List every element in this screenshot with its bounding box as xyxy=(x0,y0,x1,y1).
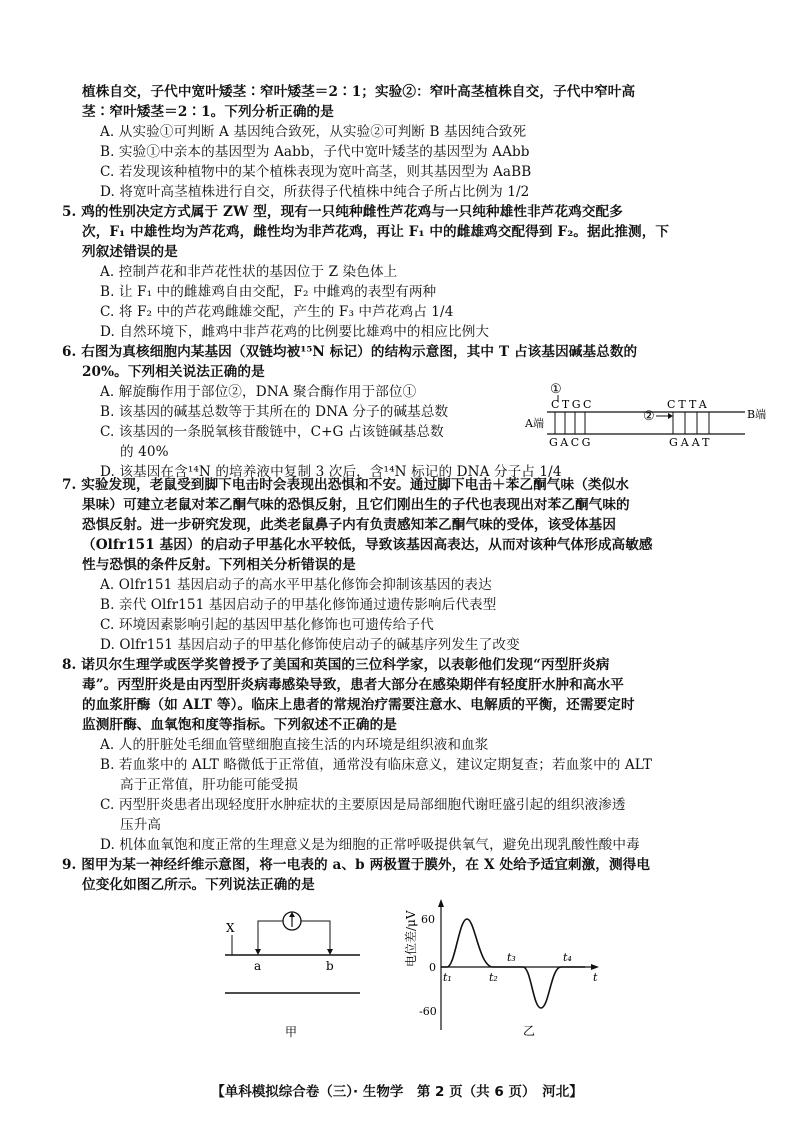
q6-option-c-line2: 的 40% xyxy=(120,444,169,460)
site-2-marker: ② xyxy=(643,409,655,424)
site-1-marker: ① xyxy=(550,382,562,397)
q6-stem-line1: 6. 右图为真核细胞内某基因（双链均被¹⁵N 标记）的结构示意图，其中 T 占该基因碱基总数的 xyxy=(62,344,638,360)
figure-yi-caption: 乙 xyxy=(523,1024,536,1038)
q6-option-c-line1: C. 该基因的一条脱氧核苷酸链中，C+G 占该链碱基总数 xyxy=(100,424,444,440)
wire-to-pole-b xyxy=(301,921,330,953)
q8-option-c-line1: C. 丙型肝炎患者出现轻度肝水肿症状的主要原因是局部细胞代谢旺盛引起的组织液渗透 xyxy=(100,797,626,813)
q4-stem-line2: 茎∶窄叶矮茎＝2∶1。下列分析正确的是 xyxy=(82,104,334,120)
q8-stem-line1: 8. 诺贝尔生理学或医学奖曾授予了美国和英国的三位科学家，以表彰他们发现“丙型肝炎病 xyxy=(62,657,610,673)
y-axis-label: 电位差/μV xyxy=(404,910,418,967)
q8-option-c-line2: 压升高 xyxy=(120,817,162,833)
q8-option-a: A. 人的肝脏处毛细血管壁细胞直接生活的内环境是组织液和血浆 xyxy=(100,737,489,753)
q8-stem-line3: 的血浆肝酶（如 ALT 等）。临床上患者的常规治疗需要注意水、电解质的平衡，还需要定时 xyxy=(82,697,635,713)
pole-b-label: b xyxy=(326,959,334,973)
top-strand-left-bases: CTGC xyxy=(551,398,594,411)
q8-option-b-line2: 高于正常值，肝功能可能受损 xyxy=(120,777,299,793)
q9-stem-line2: 位变化如图乙所示。下列说法正确的是 xyxy=(82,877,315,893)
q4-option-c: C. 若发现该种植物中的某个植株表现为宽叶高茎，则其基因型为 AaBB xyxy=(100,164,532,180)
q6-option-a: A. 解旋酶作用于部位②，DNA 聚合酶作用于部位① xyxy=(100,384,417,400)
figure-jia-caption: 甲 xyxy=(285,1025,298,1039)
q8-stem-line4: 监测肝酶、血氧饱和度等指标。下列叙述不正确的是 xyxy=(82,717,397,733)
q5-stem-line1: 5. 鸡的性别决定方式属于 ZW 型，现有一只纯种雌性芦花鸡与一只纯种雄性非芦花鸡交配多 xyxy=(62,204,623,220)
q9-stem-line1: 9. 图甲为某一神经纤维示意图，将一电表的 a、b 两极置于膜外，在 X 处给予适宜刺激，测得电 xyxy=(62,857,651,873)
gene-structure-figure xyxy=(525,378,775,450)
q8-stem-line2: 毒”。丙型肝炎是由丙型肝炎病毒感染导致，患者大部分在感染期伴有轻度肝水肿和高水平 xyxy=(82,677,624,693)
stimulus-label: X xyxy=(226,921,235,935)
x-axis-arrow xyxy=(591,964,599,970)
q7-stem-line1: 7. 实验发现，老鼠受到脚下电击时会表现出恐惧和不安。通过脚下电击＋苯乙酮气味（类似水 xyxy=(62,477,629,493)
end-b-label: B端 xyxy=(747,408,767,421)
q5-stem-line2: 次，F₁ 中雄性均为芦花鸡，雌性均为非芦花鸡，再让 F₁ 中的雌雄鸡交配得到 F₂。据此推测，下 xyxy=(82,224,670,240)
pole-b-tip xyxy=(327,949,333,955)
bottom-strand-right-bases: GAAT xyxy=(669,436,713,449)
q4-option-a: A. 从实验①可判断 A 基因纯合致死，从实验②可判断 B 基因纯合致死 xyxy=(100,124,527,140)
y-tick-60: 60 xyxy=(421,913,435,926)
q5-option-a: A. 控制芦花和非芦花性状的基因位于 Z 染色体上 xyxy=(100,264,398,280)
wire-to-pole-a xyxy=(258,921,283,953)
q6-stem-line2: 20%。下列相关说法正确的是 xyxy=(82,364,265,380)
t3-label: t₃ xyxy=(507,951,516,964)
q4-stem-line1: 植株自交，子代中宽叶矮茎∶窄叶矮茎＝2∶1；实验②：窄叶高茎植株自交，子代中窄叶高 xyxy=(82,84,636,100)
y-tick-neg60: -60 xyxy=(419,1005,437,1018)
t4-label: t₄ xyxy=(563,951,572,964)
t2-label: t₂ xyxy=(489,971,498,984)
q5-option-b: B. 让 F₁ 中的雌雄鸡自由交配，F₂ 中雌鸡的表型有两种 xyxy=(100,284,437,300)
page-footer: 【单科模拟综合卷（三）· 生物学 第 2 页（共 6 页） 河北】 xyxy=(211,1084,583,1100)
q4-option-d: D. 将宽叶高茎植株进行自交，所获得子代植株中纯合子所占比例为 1/2 xyxy=(100,184,530,200)
nerve-fiber-figure xyxy=(220,905,370,1045)
y-axis-arrow xyxy=(438,899,444,907)
q7-option-b: B. 亲代 Olfr151 基因启动子的甲基化修饰通过遗传影响后代表型 xyxy=(100,597,497,613)
bottom-strand-left-bases: GACG xyxy=(549,436,593,449)
site-2-arrow-head xyxy=(668,413,673,419)
q6-option-d: D. 该基因在含¹⁴N 的培养液中复制 3 次后，含¹⁴N 标记的 DNA 分子占 1/4 xyxy=(100,464,562,480)
q7-option-a: A. Olfr151 基因启动子的高水平甲基化修饰会抑制该基因的表达 xyxy=(100,577,492,593)
potential-chart xyxy=(395,895,615,1055)
q4-option-b: B. 实验①中亲本的基因型为 Aabb，子代中宽叶矮茎的基因型为 AAbb xyxy=(100,144,530,160)
base-pair-rungs-right xyxy=(673,412,709,434)
pole-a-label: a xyxy=(254,959,262,973)
q7-stem-line2: 果味）可建立老鼠对苯乙酮气味的恐惧反射，且它们刚出生的子代也表现出对苯乙酮气味的 xyxy=(82,497,630,513)
t1-label: t₁ xyxy=(443,971,452,984)
q7-option-c: C. 环境因素影响引起的基因甲基化修饰也可遗传给子代 xyxy=(100,617,434,633)
q5-option-d: D. 自然环境下，雌鸡中非芦花鸡的比例要比雄鸡中的相应比例大 xyxy=(100,324,490,340)
base-pair-rungs-left xyxy=(555,412,585,434)
q8-option-b-line1: B. 若血浆中的 ALT 略微低于正常值，通常没有临床意义，建议定期复查；若血浆中的 ALT xyxy=(100,757,652,773)
q7-stem-line5: 性与恐惧的条件反射。下列相关分析错误的是 xyxy=(82,557,356,573)
pole-a-tip xyxy=(255,949,261,955)
top-strand-right-bases: CTTA xyxy=(667,398,710,411)
y-tick-0: 0 xyxy=(429,961,436,974)
x-axis-label: t xyxy=(593,971,598,984)
q5-option-c: C. 将 F₂ 中的芦花鸡雌雄交配，产生的 F₃ 中芦花鸡占 1/4 xyxy=(100,304,454,320)
q7-stem-line4: （Olfr151 基因）的启动子甲基化水平较低，导致该基因高表达，从而对该种气体形成高敏感 xyxy=(82,537,653,553)
q5-stem-line3: 列叙述错误的是 xyxy=(82,244,178,260)
q6-option-b: B. 该基因的碱基总数等于其所在的 DNA 分子的碱基总数 xyxy=(100,404,449,420)
q7-option-d: D. Olfr151 基因启动子的甲基化修饰使启动子的碱基序列发生了改变 xyxy=(100,637,520,653)
end-a-label: A端 xyxy=(525,417,544,430)
q7-stem-line3: 恐惧反射。进一步研究发现，此类老鼠鼻子内有负责感知苯乙酮气味的受体，该受体基因 xyxy=(82,517,617,533)
q8-option-d: D. 机体血氧饱和度正常的生理意义是为细胞的正常呼吸提供氧气，避免出现乳酸性酸中毒 xyxy=(100,837,640,853)
